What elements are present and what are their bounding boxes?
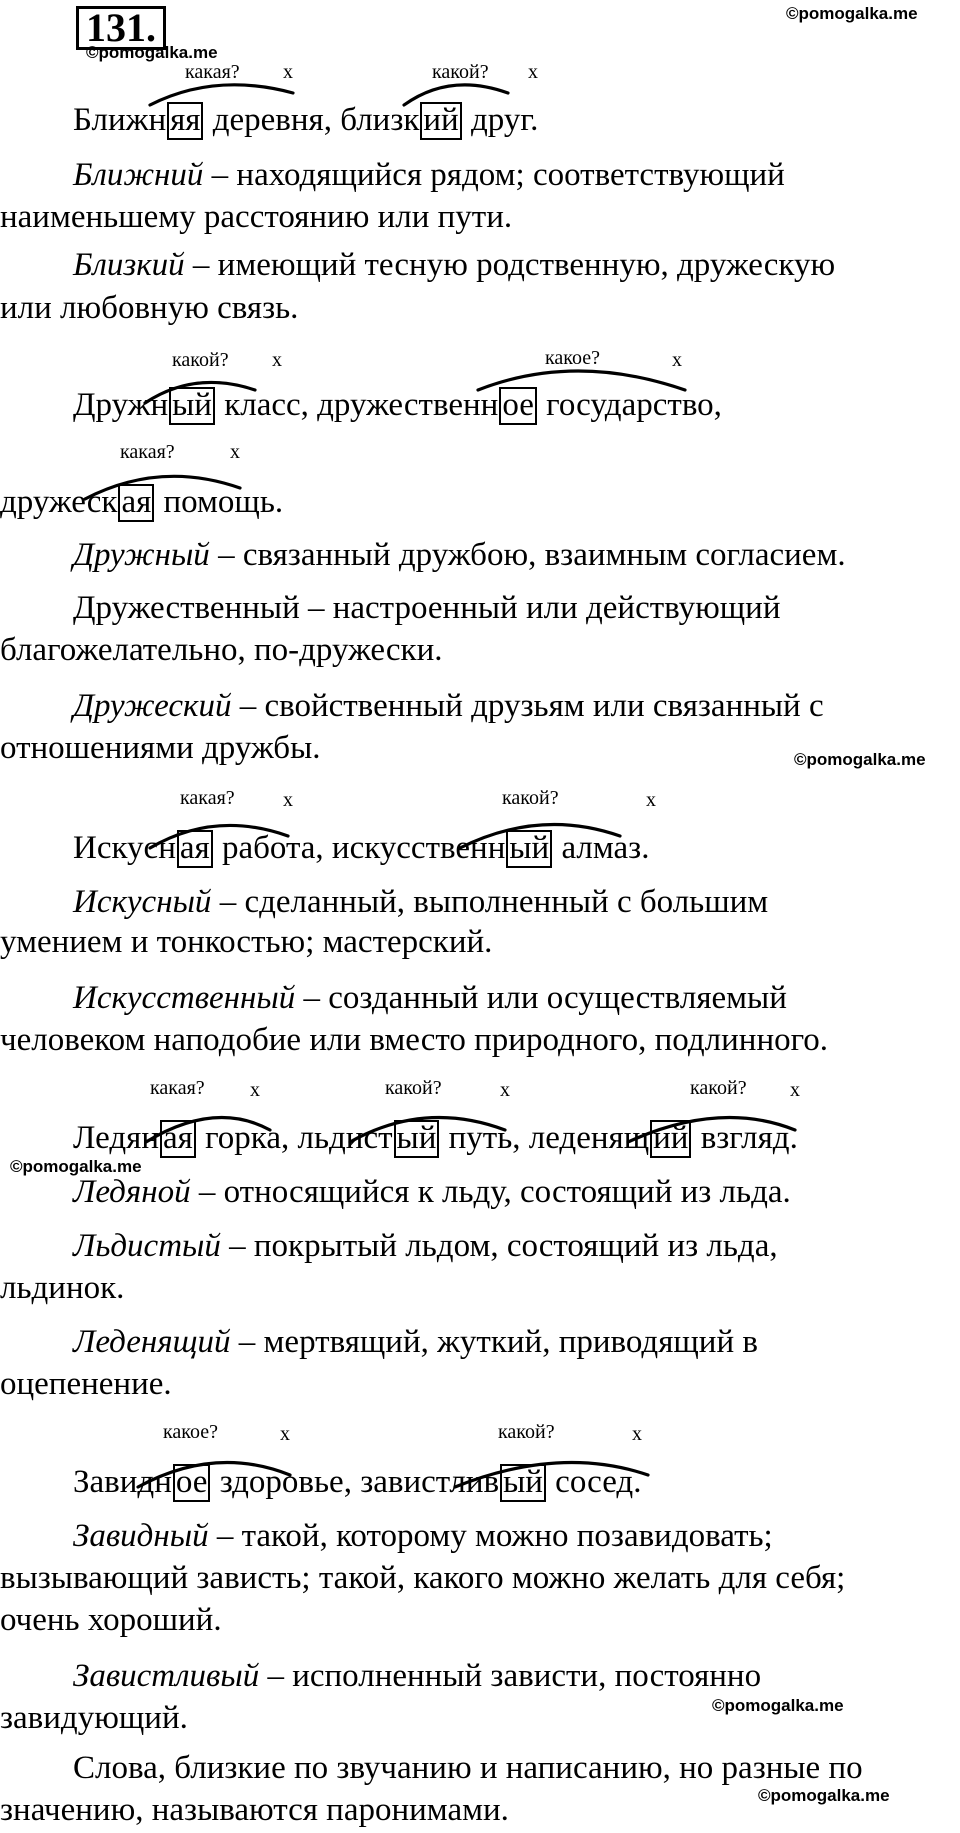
question-label: какой?: [502, 787, 559, 809]
term: Искусственный: [73, 980, 296, 1016]
definition: Искусный – сделанный, выполненный с большим: [73, 884, 769, 920]
watermark: ©pomogalka.me: [86, 43, 218, 62]
ending-box: ая: [118, 484, 154, 522]
annotation-x: x: [283, 61, 293, 83]
definition-cont: благожелательно, по-дружески.: [0, 632, 443, 668]
definition-cont: завидующий.: [0, 1700, 188, 1736]
ending-box: ая: [177, 830, 213, 868]
conclusion-cont: значению, называются паронимами.: [0, 1792, 509, 1828]
question-label: какой?: [432, 61, 489, 83]
definition: Дружественный – настроенный или действующий: [73, 590, 781, 626]
ending-box: ий: [420, 102, 461, 140]
definition-cont: очень хороший.: [0, 1602, 222, 1638]
term: Завистливый: [73, 1658, 260, 1694]
question-label: какое?: [545, 347, 600, 369]
ending-box: ый: [169, 387, 215, 425]
annotation-x: x: [528, 61, 538, 83]
question-label: какая?: [120, 441, 175, 463]
example-sentence: Завидн ое здоровье, завистлив ый сосед.: [73, 1464, 642, 1500]
watermark: ©pomogalka.me: [712, 1696, 844, 1715]
question-label: какой?: [690, 1077, 747, 1099]
example-sentence: Искусн ая работа, искусственн ый алмаз.: [73, 830, 650, 866]
definition-cont: отношениями дружбы.: [0, 730, 321, 766]
term: Искусный: [73, 884, 212, 920]
annotation-x: x: [790, 1079, 800, 1101]
definition-cont: оцепенение.: [0, 1366, 172, 1402]
question-label: какой?: [385, 1077, 442, 1099]
annotation-x: x: [500, 1079, 510, 1101]
annotation-x: x: [283, 789, 293, 811]
definition: Дружеский – свойственный друзьям или связанный с: [73, 688, 824, 724]
annotation-x: x: [230, 441, 240, 463]
question-label: какая?: [185, 61, 240, 83]
example-sentence: Ледян ая горка, льдист ый путь, леденящ ий взгляд.: [73, 1120, 798, 1156]
question-label: какая?: [180, 787, 235, 809]
question-label: какой?: [498, 1421, 555, 1443]
ending-box: ий: [650, 1120, 691, 1158]
definition: Ледяной – относящийся к льду, состоящий из льда.: [73, 1174, 791, 1210]
annotation-x: x: [646, 789, 656, 811]
definition-cont: умением и тонкостью; мастерский.: [0, 924, 493, 960]
example-sentence: Дружн ый класс, дружественн ое государство,: [73, 387, 722, 423]
definition-cont: или любовную связь.: [0, 290, 299, 326]
watermark: ©pomogalka.me: [786, 4, 918, 23]
definition-cont: льдинок.: [0, 1270, 125, 1306]
term: Близкий: [73, 247, 185, 283]
annotation-x: x: [272, 349, 282, 371]
annotation-x: x: [672, 349, 682, 371]
definition: Ближний – находящийся рядом; соответствующий: [73, 157, 785, 193]
annotation-x: x: [280, 1423, 290, 1445]
annotation-x: x: [250, 1079, 260, 1101]
ending-box: ое: [173, 1464, 211, 1502]
definition: Льдистый – покрытый льдом, состоящий из льда,: [73, 1228, 778, 1264]
definition-cont: человеком наподобие или вместо природного, подлинного.: [0, 1022, 829, 1058]
definition-cont: наименьшему расстоянию или пути.: [0, 199, 513, 235]
example-sentence: дружеск ая помощь.: [0, 484, 284, 520]
watermark: ©pomogalka.me: [10, 1157, 142, 1176]
question-label: какой?: [172, 349, 229, 371]
question-label: какая?: [150, 1077, 205, 1099]
ending-box: ое: [499, 387, 537, 425]
term: Льдистый: [73, 1228, 221, 1264]
question-label: какое?: [163, 1421, 218, 1443]
definition-cont: вызывающий зависть; такой, какого можно желать для себя;: [0, 1560, 846, 1596]
ending-box: ый: [394, 1120, 440, 1158]
exercise-number: 131.: [76, 6, 166, 50]
definition: Искусственный – созданный или осуществляемый: [73, 980, 787, 1016]
watermark: ©pomogalka.me: [794, 750, 926, 769]
ending-box: ая: [160, 1120, 196, 1158]
term: Дружный: [73, 537, 210, 573]
definition: Леденящий – мертвящий, жуткий, приводящий в: [73, 1324, 758, 1360]
definition: Завидный – такой, которому можно позавидовать;: [73, 1518, 773, 1554]
term: Ближний: [73, 157, 204, 193]
term: Завидный: [73, 1518, 209, 1554]
term: Дружеский: [73, 688, 232, 724]
annotation-x: x: [632, 1423, 642, 1445]
conclusion: Слова, близкие по звучанию и написанию, но разные по: [73, 1750, 863, 1786]
ending-box: ый: [506, 830, 552, 868]
term: Леденящий: [73, 1324, 231, 1360]
ending-box: яя: [167, 102, 203, 140]
term: Ледяной: [73, 1174, 191, 1210]
definition: Завистливый – исполненный зависти, постоянно: [73, 1658, 762, 1694]
example-sentence: Ближн яя деревня, близк ий друг.: [73, 102, 539, 138]
definition: Близкий – имеющий тесную родственную, дружескую: [73, 247, 836, 283]
ending-box: ый: [500, 1464, 546, 1502]
definition: Дружный – связанный дружбою, взаимным согласием.: [73, 537, 846, 573]
watermark: ©pomogalka.me: [758, 1786, 890, 1805]
